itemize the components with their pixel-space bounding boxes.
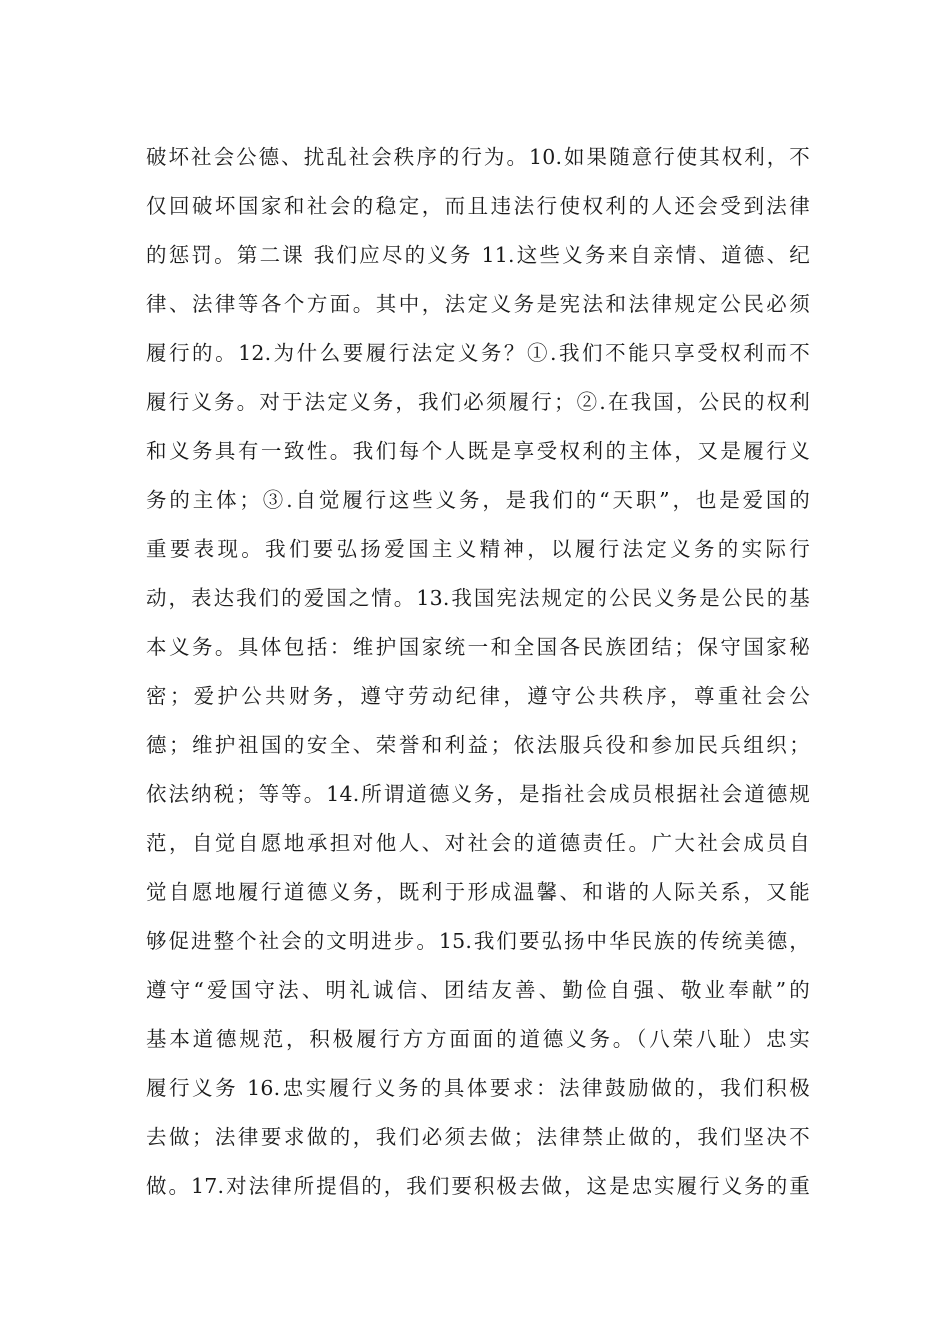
text-line: 履行义务。对于法定义务，我们必须履行；②.在我国，公民的权利 [146, 390, 810, 414]
text-line: 仅回破坏国家和社会的稳定，而且违法行使权利的人还会受到法律 [146, 194, 810, 218]
text-line: 的惩罚。第二课 我们应尽的义务 11.这些义务来自亲情、道德、纪 [146, 243, 810, 267]
text-line: 履行义务 16.忠实履行义务的具体要求：法律鼓励做的，我们积极 [146, 1076, 810, 1100]
text-line: 本义务。具体包括：维护国家统一和全国各民族团结；保守国家秘 [146, 635, 810, 659]
text-line: 动，表达我们的爱国之情。13.我国宪法规定的公民义务是公民的基 [146, 586, 810, 610]
text-line: 遵守“爱国守法、明礼诚信、团结友善、勤俭自强、敬业奉献”的 [146, 978, 810, 1002]
text-line: 觉自愿地履行道德义务，既利于形成温馨、和谐的人际关系，又能 [146, 880, 810, 904]
text-line: 密；爱护公共财务，遵守劳动纪律，遵守公共秩序，尊重社会公 [146, 684, 810, 708]
text-line: 够促进整个社会的文明进步。15.我们要弘扬中华民族的传统美德， [146, 929, 810, 953]
text-line: 依法纳税；等等。14.所谓道德义务，是指社会成员根据社会道德规 [146, 782, 810, 806]
text-line: 律、法律等各个方面。其中，法定义务是宪法和法律规定公民必须 [146, 292, 810, 316]
text-line: 基本道德规范，积极履行方方面面的道德义务。（八荣八耻）忠实 [146, 1027, 810, 1051]
text-line: 务的主体；③.自觉履行这些义务，是我们的“天职”，也是爱国的 [146, 488, 810, 512]
text-line: 范，自觉自愿地承担对他人、对社会的道德责任。广大社会成员自 [146, 831, 810, 855]
text-line: 履行的。12.为什么要履行法定义务？①.我们不能只享受权利而不 [146, 341, 810, 365]
text-line: 德；维护祖国的安全、荣誉和利益；依法服兵役和参加民兵组织； [146, 733, 810, 757]
text-line: 去做；法律要求做的，我们必须去做；法律禁止做的，我们坚决不 [146, 1125, 810, 1149]
text-line: 做。17.对法律所提倡的，我们要积极去做，这是忠实履行义务的重 [146, 1174, 810, 1198]
body-text [146, 133, 810, 1211]
text-line: 重要表现。我们要弘扬爱国主义精神，以履行法定义务的实际行 [146, 537, 810, 561]
text-line: 和义务具有一致性。我们每个人既是享受权利的主体，又是履行义 [146, 439, 810, 463]
text-line: 破坏社会公德、扰乱社会秩序的行为。10.如果随意行使其权利，不 [146, 145, 810, 169]
